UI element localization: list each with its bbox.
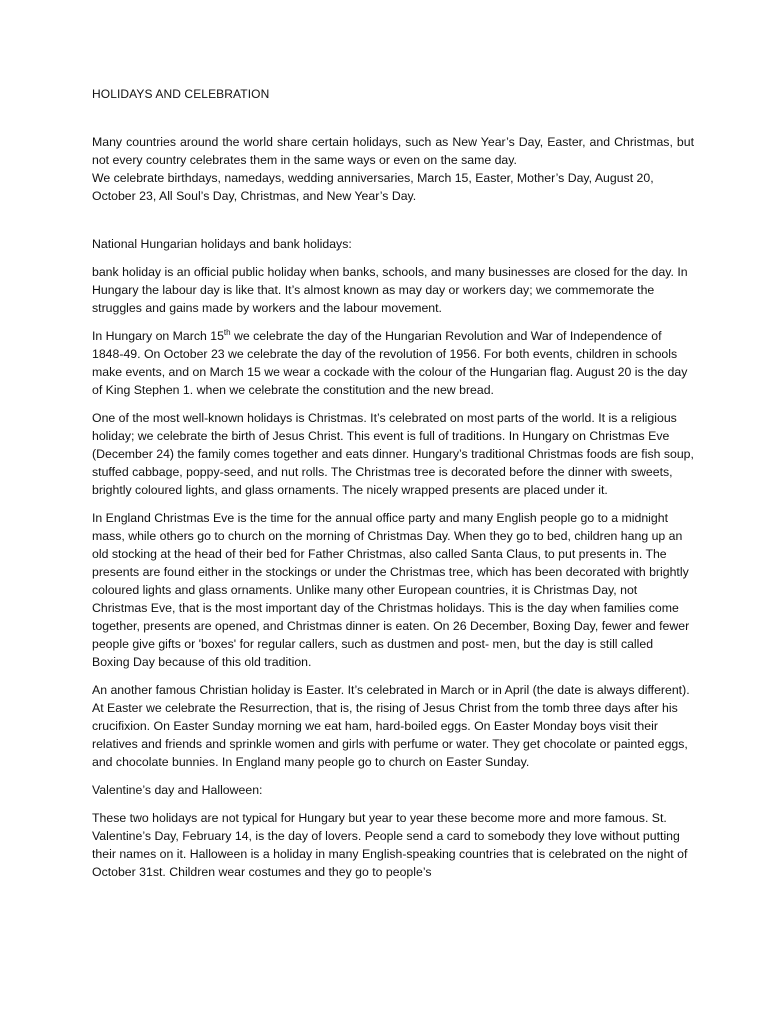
section-heading-valentine-halloween: Valentine’s day and Halloween: bbox=[92, 783, 263, 797]
paragraph-march-15-rest: we celebrate the day of the Hungarian Revolution and War of Independence of 1848-49. On October 23 we celebrate the day of the revolution of 1956. For both events, children in schools make events, and on March 15 we wear a cockade with the colour of the Hungarian flag. August 20 is the day of King Stephen 1. when we celebrate the constitution and the new bread. bbox=[92, 329, 688, 397]
intro-paragraph-1: Many countries around the world share certain holidays, such as New Year’s Day, Easter, and Christmas, but not every country celebrates them in the same ways or even on the same day. bbox=[92, 135, 694, 167]
paragraph-bank-holiday: bank holiday is an official public holiday when banks, schools, and many businesses are closed for the day. In Hungary the labour day is like that. It’s almost known as may day or workers day; we commemorate the struggles and gains made by workers and the labour movement. bbox=[92, 265, 688, 315]
superscript-th: th bbox=[223, 327, 231, 337]
intro-paragraph-2: We celebrate birthdays, namedays, wedding anniversaries, March 15, Easter, Mother’s Day, August 20, October 23, All Soul’s Day, Christmas, and New Year’s Day. bbox=[92, 171, 654, 203]
paragraph-england-christmas: In England Christmas Eve is the time for the annual office party and many English people go to a midnight mass, while others go to church on the morning of Christmas Day. When they go to bed, children hang up an old stocking at the head of their bed for Father Christmas, also called Santa Claus, to put presents in. The presents are found either in the stockings or under the Christmas tree, which has been decorated with brightly coloured lights and glass ornaments. Unlike many other European countries, it is Christmas Day, not Christmas Eve, that is the most important day of the Christmas holidays. This is the day when families come together, presents are opened, and Christmas dinner is eaten. On 26 December, Boxing Day, fewer and fewer people give gifts or 'boxes' for regular callers, such as dustmen and post- men, but the day is still called Boxing Day because of this old tradition. bbox=[92, 511, 690, 669]
paragraph-march-15 bbox=[92, 327, 694, 399]
paragraph-easter: An another famous Christian holiday is Easter. It’s celebrated in March or in April (the date is always different). At Easter we celebrate the Resurrection, that is, the rising of Jesus Christ from the tomb three days after his crucifixion. On Easter Sunday morning we eat ham, hard-boiled eggs. On Easter Monday boys visit their relatives and friends and sprinkle women and girls with perfume or water. They get chocolate or painted eggs, and chocolate bunnies. In England many people go to church on Easter Sunday. bbox=[92, 683, 690, 769]
paragraph-valentine-halloween: These two holidays are not typical for Hungary but year to year these become more and more famous. St. Valentine’s Day, February 14, is the day of lovers. People send a card to somebody they love without putting their names on it. Halloween is a holiday in many English-speaking countries that is celebrated on the night of October 31st. Children wear costumes and they go to people’s bbox=[92, 811, 688, 879]
paragraph-christmas: One of the most well-known holidays is Christmas. It’s celebrated on most parts of the world. It is a religious holiday; we celebrate the birth of Jesus Christ. This event is full of traditions. In Hungary on Christmas Eve (December 24) the family comes together and eats dinner. Hungary’s traditional Christmas foods are fish soup, stuffed cabbage, poppy-seed, and nut rolls. The Christmas tree is decorated before the dinner with sweets, brightly coloured lights, and glass ornaments. The nicely wrapped presents are placed under it. bbox=[92, 411, 694, 497]
section-heading-national-holidays: National Hungarian holidays and bank holidays: bbox=[92, 237, 352, 251]
paragraph-march-15-start: In Hungary on March 15 bbox=[92, 329, 224, 343]
document-title: HOLIDAYS AND CELEBRATION bbox=[92, 87, 270, 101]
